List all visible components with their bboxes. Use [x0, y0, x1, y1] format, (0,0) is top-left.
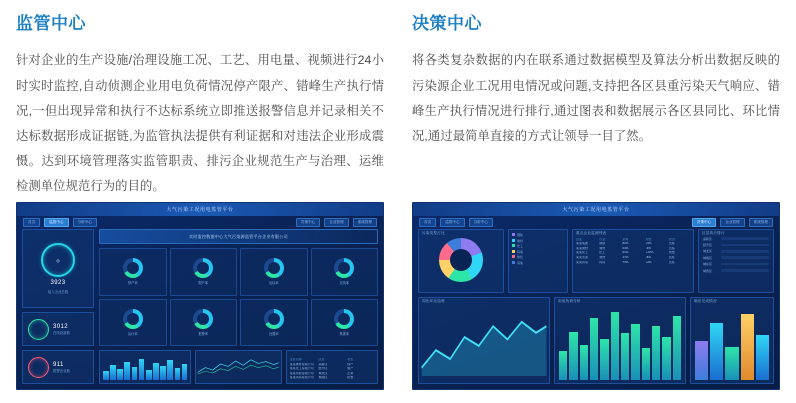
table-cell: 47% [622, 255, 629, 259]
monitoring-dashboard-nav [17, 218, 383, 227]
kpi-online-value: 3012 [53, 323, 68, 330]
table-cell: 某某水泥有限公司 [289, 371, 314, 375]
kpi-alarm-value: 911 [53, 361, 64, 368]
table-cell: 化工 [599, 251, 606, 255]
pie-legend-panel [508, 229, 568, 293]
panel-label: 同比环比趋势 [422, 299, 445, 303]
table-row[interactable] [576, 261, 690, 264]
table-cell: 建材 [599, 246, 606, 250]
bar [569, 332, 577, 380]
donut-cell[interactable] [99, 299, 167, 347]
bar [652, 326, 660, 380]
bar [110, 365, 116, 380]
bar [756, 335, 769, 380]
panel-label: 重点企业监测列表 [576, 231, 607, 235]
panel-label: 响应完成情况 [694, 299, 717, 303]
bar [182, 364, 188, 380]
table-header-cell: 同比 [645, 237, 652, 241]
rank-track [721, 263, 769, 266]
nav-item-decision[interactable]: 决策中心 [296, 218, 320, 227]
area-chart [419, 304, 549, 383]
legend-label: 焦化 [517, 255, 524, 259]
bar [153, 363, 159, 380]
kpi-online-row [23, 319, 93, 340]
table-cell: 经开区 [318, 367, 328, 371]
table-cell: 达标 [668, 260, 675, 264]
rank-row [703, 256, 769, 260]
monitoring-dashboard-header [17, 203, 383, 216]
decision-layout [418, 229, 774, 384]
legend-label: 铸造 [517, 249, 524, 254]
kpi-card-total-enterprises [22, 229, 94, 308]
table-cell: 达标 [668, 246, 675, 250]
decision-dashboard-body [418, 229, 774, 384]
donut-caption: 报警率 [198, 331, 209, 336]
table-cell: 停产 [347, 362, 354, 366]
donut-caption: 运行率 [127, 331, 138, 336]
monitoring-main-column [99, 229, 378, 384]
nav-item-home[interactable]: 首页 [23, 218, 40, 227]
donut-chart-icon [193, 309, 213, 329]
donut-caption: 在线率 [339, 281, 350, 286]
supervision-title: 监管中心 [16, 14, 86, 33]
table-header-cell: 状态 [347, 358, 354, 361]
bar [103, 371, 109, 380]
response-bar-chart [691, 304, 773, 383]
nav-item-system[interactable]: 系统管理 [749, 218, 773, 227]
rank-row [703, 243, 769, 247]
kpi-online-label: 在线设备数 [53, 330, 70, 335]
table-cell: +5% [645, 242, 652, 246]
table-cell: 钢铁 [599, 242, 606, 246]
donut-grid [99, 248, 378, 346]
bar [124, 362, 130, 380]
legend-item [512, 250, 564, 254]
donut-chart-icon [334, 258, 354, 278]
table-cell: 达标 [668, 255, 675, 259]
trend-area-panel [418, 297, 550, 384]
kpi-alarm-label: 报警企业数 [53, 368, 70, 373]
nav-item-analysis[interactable]: 分析中心 [469, 218, 493, 227]
donut-chart-icon [193, 258, 213, 278]
legend-item [512, 255, 564, 259]
table-cell: 64% [622, 246, 629, 250]
decision-dashboard-screenshot [412, 202, 780, 390]
monitoring-layout [22, 229, 378, 384]
table-cell: 82% [622, 242, 629, 246]
rank-label: 城南区 [703, 255, 713, 260]
rank-label: 高新区 [703, 236, 713, 241]
legend-swatch-icon [512, 255, 515, 258]
table-header-cell: 状态 [668, 237, 675, 241]
donut-caption: 达标率 [268, 281, 279, 286]
kpi-alarm-row [23, 357, 93, 378]
legend-swatch-icon [512, 239, 515, 242]
alert-table-panel [286, 350, 378, 384]
bar [167, 360, 173, 380]
kpi-total-value: 3923 [50, 280, 66, 286]
bar [710, 323, 723, 380]
donut-caption: 停产率 [127, 281, 138, 286]
monitoring-banner: 实时监控数据中心大气污染源监管平台企业有限公司 [99, 229, 378, 244]
legend-label: 建材 [517, 238, 524, 243]
district-rank-list [699, 236, 773, 276]
supervision-body: 针对企业的生产设施/治理设施工况、工艺、用电量、视频进行24小时实时监控,自动侦测企业用电负荷情况停产限产、错峰生产执行情况,一但出现异常和执行不达标系统立即推送报警信息并记录相关不达标数据形成证据链,为监管执法提供有利证据和对违法企业形成震慑。达到环境管理落实监管职责、排污企业规范生产与治理、运维检测单位规范行为的目的。 [16, 53, 384, 194]
donut-cell[interactable] [311, 248, 379, 296]
rank-row [703, 249, 769, 253]
district-rank-panel [698, 229, 774, 293]
rank-label: 城东区 [703, 262, 713, 267]
table-row[interactable] [576, 247, 690, 250]
gauge-ring-alarm [28, 357, 49, 378]
bar [642, 348, 650, 380]
table-cell: -8% [645, 255, 651, 259]
key-enterprise-table-panel [572, 229, 694, 293]
table-row[interactable] [576, 256, 690, 259]
kpi-column [22, 229, 94, 384]
panel-label: 用电负荷分析 [558, 299, 581, 303]
table-cell: 正常 [347, 371, 354, 375]
decision-dashboard-nav [413, 218, 779, 227]
rank-track [721, 256, 769, 259]
table-cell: 73% [622, 260, 629, 264]
table-cell: 某某化工 [576, 251, 589, 255]
decision-bottom-row [418, 297, 774, 384]
decision-title: 决策中心 [412, 14, 482, 33]
legend-label: 其他 [517, 260, 524, 265]
donut-chart-icon [334, 309, 354, 329]
legend-item [512, 244, 564, 248]
kpi-card-online-devices [22, 312, 94, 346]
key-enterprise-table [573, 236, 693, 267]
donut-chart-icon [264, 258, 284, 278]
bar [741, 314, 754, 380]
rank-label: 城西区 [703, 268, 713, 273]
table-cell: 某某建材有限公司 [289, 362, 314, 366]
pollution-type-pie-panel [418, 229, 504, 293]
gauge-ring-total [41, 243, 75, 277]
table-cell: 某某集团 [576, 242, 589, 246]
bar [559, 351, 567, 380]
bar [146, 370, 152, 380]
decision-body: 将各类复杂数据的内在联系通过数据模型及算法分析出数据反映的污染源企业工况用电情况或问题,支持把各区县重污染天气响应、错峰生产执行情况进行排行,通过图表和数据展示各区县同比、环比情况,通过最简单直接的方式让领导一目了然。 [412, 53, 780, 143]
legend-item [512, 239, 564, 243]
load-bars-panel [554, 297, 686, 384]
gauge-ring-online [28, 319, 49, 340]
rank-label: 经开区 [703, 242, 713, 247]
donut-caption: 处置率 [268, 331, 279, 336]
table-cell: -3% [645, 246, 651, 250]
table-cell: 某某化工有限公司 [289, 367, 314, 371]
table-row[interactable] [576, 242, 690, 245]
panel-label: 污染类型占比 [422, 231, 445, 235]
table-header-row [576, 238, 690, 241]
table-cell: 某某铸造有限公司 [289, 376, 314, 380]
pie-chart [439, 238, 483, 282]
bar [725, 347, 738, 380]
nav-item-supervision[interactable]: 监管中心 [44, 218, 68, 227]
rank-row [703, 262, 769, 266]
table-header-cell: 企业名称 [289, 358, 302, 361]
bar [160, 366, 166, 380]
bar [175, 368, 181, 380]
table-cell: 某某水泥 [576, 255, 589, 259]
donut-caption: 核查率 [339, 331, 350, 336]
legend-label: 化工 [517, 244, 524, 248]
legend-swatch-icon [512, 250, 515, 253]
bar [117, 369, 123, 380]
table-header-cell: 企业 [576, 237, 583, 241]
table-cell: 限产 [347, 367, 354, 371]
table-cell: 建材 [599, 255, 606, 259]
donut-cell[interactable] [170, 299, 238, 347]
rank-label: 城北区 [703, 249, 713, 254]
nav-item-decision[interactable]: 决策中心 [692, 218, 716, 227]
line-chart-svg [196, 358, 280, 376]
table-row[interactable] [290, 372, 374, 375]
column-supervision [16, 14, 384, 200]
donut-caption: 限产率 [198, 281, 209, 286]
nav-item-home[interactable]: 首页 [419, 218, 436, 227]
monitoring-chart-strip [99, 350, 378, 384]
kpi-online-text [53, 324, 70, 335]
decision-dashboard-header [413, 203, 779, 216]
legend-swatch-icon [512, 233, 515, 236]
donut-chart-icon [123, 258, 143, 278]
rank-row [703, 269, 769, 273]
nav-item-enterprise[interactable]: 企业管理 [720, 218, 744, 227]
bar [590, 318, 598, 380]
monitoring-dashboard-title: 大气污染工况用电监管平台 [166, 207, 234, 213]
table-cell: 达标 [668, 242, 675, 246]
table-cell: 城南区 [318, 376, 328, 380]
bar [695, 341, 708, 380]
decision-dashboard-title: 大气污染工况用电监管平台 [562, 207, 630, 213]
table-header-row [290, 358, 374, 361]
kpi-total-label: 接入企业总数 [47, 290, 69, 294]
table-cell: 报警 [347, 376, 354, 380]
column-decision [412, 14, 780, 200]
kpi-card-alarm-enterprises [22, 350, 94, 384]
legend-label: 钢铁 [517, 233, 524, 237]
table-cell: 铸造 [599, 260, 606, 264]
bar [600, 339, 608, 380]
load-bar-chart [555, 304, 685, 383]
panel-label: 区县执行排行 [702, 231, 725, 235]
table-row[interactable] [290, 363, 374, 366]
table-cell: 高新区 [318, 362, 328, 366]
nav-item-supervision[interactable]: 监管中心 [440, 218, 464, 227]
pie-legend [509, 230, 567, 268]
table-header-cell: 行业 [599, 237, 606, 241]
area-chart-svg [419, 311, 549, 376]
legend-swatch-icon [512, 244, 515, 247]
nav-item-system[interactable]: 系统管理 [353, 218, 377, 227]
bar [631, 324, 639, 380]
table-cell: 城北区 [318, 371, 328, 375]
bar [662, 337, 670, 380]
bar [580, 345, 588, 380]
text-columns [0, 0, 796, 200]
legend-item [512, 261, 564, 265]
table-cell: 预警 [668, 251, 675, 255]
line-chart-panel [195, 350, 281, 384]
gauge-ring-icon: ◎ [56, 257, 60, 263]
legend-item [512, 233, 564, 237]
table-row[interactable] [290, 376, 374, 379]
rank-track [721, 244, 769, 247]
bar [139, 359, 145, 380]
bar [621, 333, 629, 380]
table-cell: 某某铸造 [576, 260, 589, 264]
monitoring-dashboard-screenshot [16, 202, 384, 390]
table-header-cell: 负荷 [622, 237, 629, 241]
decision-top-row [418, 229, 774, 293]
table-cell: +2% [645, 260, 652, 264]
bar [673, 316, 681, 380]
table-header-cell: 区县 [318, 358, 325, 361]
bar-chart-panel [99, 350, 191, 384]
nav-item-analysis[interactable]: 分析中心 [73, 218, 97, 227]
donut-cell[interactable] [240, 248, 308, 296]
table-row[interactable] [576, 251, 690, 254]
rank-track [721, 250, 769, 253]
donut-cell[interactable] [99, 248, 167, 296]
table-cell: 某某建材 [576, 246, 589, 250]
donut-cell[interactable] [240, 299, 308, 347]
donut-chart-icon [264, 309, 284, 329]
legend-swatch-icon [512, 261, 515, 264]
monitoring-dashboard-body [22, 229, 378, 384]
table-cell: +12% [645, 251, 654, 255]
table-cell: 91% [622, 251, 629, 255]
bar [611, 312, 619, 380]
response-completion-panel [690, 297, 774, 384]
bar [132, 367, 138, 380]
nav-item-enterprise[interactable]: 企业管理 [324, 218, 348, 227]
donut-chart-icon [123, 309, 143, 329]
donut-cell[interactable] [170, 248, 238, 296]
dashboard-screenshots [0, 202, 796, 390]
rank-track [721, 269, 769, 272]
kpi-alarm-text [53, 362, 70, 373]
rank-track [721, 237, 769, 240]
donut-cell[interactable] [311, 299, 379, 347]
table-row[interactable] [290, 367, 374, 370]
rank-row [703, 237, 769, 241]
